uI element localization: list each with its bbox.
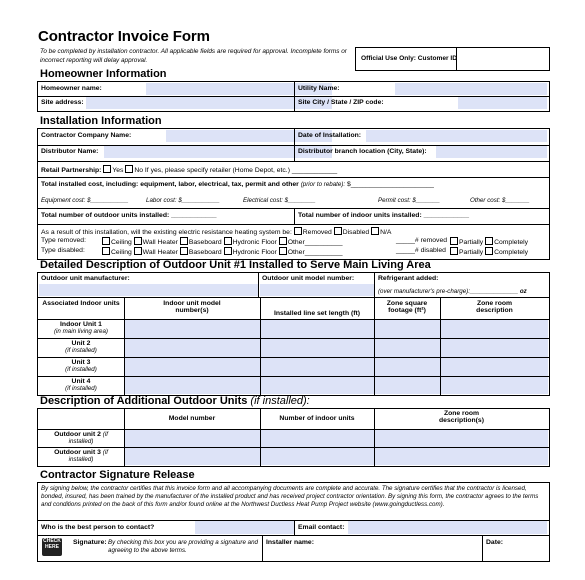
table-row: Unit 4 (if installed) [65,378,97,392]
install-date-field[interactable] [366,130,547,142]
additional-heading: Description of Additional Outdoor Units (if installed): [40,395,310,407]
outdoor-units-label: Total number of outdoor units installed: ____________ [41,212,217,219]
additional-section [37,408,550,467]
signature-label: Signature: [73,539,107,546]
retail-note: If yes, please specify retailer (Home Depot, etc.) ____________ [144,167,338,174]
site-address-field[interactable] [86,97,332,109]
office-use-label: Official Use Only: Customer ID [361,55,457,62]
signature-heading: Contractor Signature Release [40,469,195,481]
table-row: Unit 3 (if installed) [65,359,97,373]
disabled-checkbox[interactable] [334,227,342,235]
signature-release-text: By signing below, the contractor certifies that this invoice form and all accompanying documents are complete and accurate. The signature certifies that the contractor is licensed, bonded, insured, has been trained by the manufacturer of the installed product and has received project contractor orientation. By signing this form, the contractor agrees to the terms and conditions printed on the back of this form and/or found online at the Northwest Ductless Heat Pump Project website (www.goingductless.com). [41,485,539,508]
type-disabled-options: Ceiling Wall Heater Baseboard Hydronic Floor Other__________ [102,247,343,256]
homeowner-name-label: Homeowner name: [41,85,102,92]
col-add-indoor: Number of indoor units [279,415,355,422]
site-address-label: Site address: [41,99,84,106]
outdoor-model-label: Outdoor unit model number: [262,275,355,282]
disabled-extent: Partially Completely [450,247,528,256]
form-intro: To be completed by installation contractor. All applicable fields are required for approval. Incomplete forms or incorrect reporting will delay approval. [40,48,347,64]
col-zone-sq: Zone square footage (ft²) [386,300,428,314]
na-checkbox[interactable] [371,227,379,235]
signature-section [37,482,550,562]
col-indoor-model: Indoor unit model number(s) [163,300,221,314]
removed-wall-checkbox[interactable] [134,237,142,245]
email-contact-field[interactable] [348,521,547,534]
col-add-zone: Zone room description(s) [439,410,484,424]
type-disabled-label: Type disabled: [41,247,85,254]
install-date-label: Date of Installation: [298,132,362,139]
total-cost-label: Total installed cost, including: equipment, labor, electrical, tax, permit and other (prior to rebate): $______________________ [41,181,434,188]
disabled-hydronic-checkbox[interactable] [224,247,232,255]
precharge-label: (over manufacturer's pre-charge):______________ oz [378,288,527,295]
signature-date-field[interactable] [486,549,546,559]
num-removed-label: _____# removed [396,237,448,244]
utility-name-field[interactable] [395,83,547,95]
disabled-wall-checkbox[interactable] [134,247,142,255]
type-removed-options: Ceiling Wall Heater Baseboard Hydronic Floor Other__________ [102,237,343,246]
manufacturer-field[interactable] [39,284,258,296]
disabled-other-checkbox[interactable] [279,247,287,255]
disabled-ceiling-checkbox[interactable] [102,247,110,255]
disabled-partially-checkbox[interactable] [450,247,458,255]
signature-note: By checking this box you are providing a signature and agreeing to the above terms. [108,539,258,554]
outdoor-model-field[interactable] [260,284,374,296]
table-row: Outdoor unit 3 (if installed) [54,449,108,463]
indoor-units-label: Total number of indoor units installed: ____________ [298,212,469,219]
col-assoc-indoor: Associated Indoor units [42,300,120,307]
labor-cost-label: Labor cost: $___________ [146,197,220,204]
other-cost-label: Other cost: $_______ [470,197,530,204]
installer-name-label: Installer name: [266,539,314,546]
unit1-heading: Detailed Description of Outdoor Unit #1 Installed to Serve Main Living Area [40,259,431,271]
permit-cost-label: Permit cost: $_______ [378,197,440,204]
disabled-completely-checkbox[interactable] [485,247,493,255]
distributor-name-label: Distributor Name: [41,148,99,155]
removed-extent: Partially Completely [450,237,528,246]
email-contact-label: Email contact: [298,524,345,531]
retail-row: Retail Partnership: Yes No If yes, please specify retailer (Home Depot, etc.) ____________ [41,167,338,174]
table-row: Indoor Unit 1 (in main living area) [54,321,108,335]
removed-ceiling-checkbox[interactable] [102,237,110,245]
removed-other-checkbox[interactable] [279,237,287,245]
disabled-baseboard-checkbox[interactable] [180,247,188,255]
unit1-section [37,272,550,396]
table-row: Outdoor unit 2 (if installed) [54,431,108,445]
col-zone-desc: Zone room description [476,300,513,314]
removed-partially-checkbox[interactable] [450,237,458,245]
company-name-label: Contractor Company Name: [41,132,132,139]
num-disabled-label: _____# disabled [396,247,446,254]
removed-baseboard-checkbox[interactable] [180,237,188,245]
col-lineset: Installed line set length (ft) [273,310,361,317]
removed-completely-checkbox[interactable] [485,237,493,245]
removed-checkbox[interactable] [294,227,302,235]
col-add-model: Model number [168,415,216,422]
form-title: Contractor Invoice Form [38,28,210,45]
retail-no-checkbox[interactable] [125,165,133,173]
installer-name-field[interactable] [266,549,480,559]
branch-location-field[interactable] [436,146,547,158]
retail-yes-checkbox[interactable] [103,165,111,173]
homeowner-section [37,81,550,112]
check-here-icon[interactable]: CHECK HERE [42,538,62,556]
table-row: Unit 2 (if installed) [65,340,97,354]
date-label: Date: [486,539,503,546]
electrical-cost-label: Electrical cost: $________ [243,197,316,204]
result-row: As a result of this installation, will the existing electric resistance heating system be: Removed Disabled N/A [41,229,392,236]
site-city-field[interactable] [458,97,547,109]
equipment-cost-label: Equipment cost: $___________ [41,197,129,204]
manufacturer-label: Outdoor unit manufacturer: [41,275,130,282]
branch-location-label: Distributor branch location (City, State): [298,148,427,155]
installation-section [37,128,550,260]
removed-hydronic-checkbox[interactable] [224,237,232,245]
contact-question-label: Who is the best person to contact? [41,524,155,531]
installation-heading: Installation Information [40,115,162,127]
contact-person-field[interactable] [195,521,294,534]
office-use-box [355,47,550,71]
type-removed-label: Type removed: [41,237,86,244]
site-city-label: Site City / State / ZIP code: [298,99,384,106]
homeowner-heading: Homeowner Information [40,68,167,80]
refrigerant-label: Refrigerant added: [378,275,439,282]
utility-name-label: Utility Name: [298,85,340,92]
